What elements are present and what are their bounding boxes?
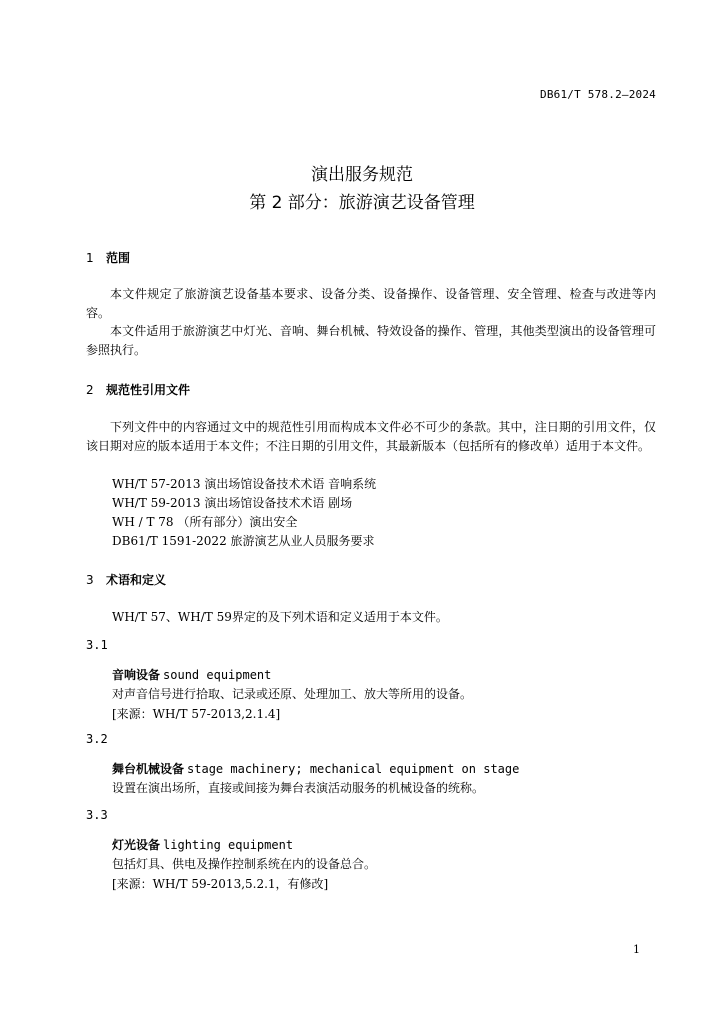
section-number: 1: [86, 251, 94, 265]
term-source: [来源：WH/T 59-2013,5.2.1，有修改]: [112, 877, 329, 891]
paragraph: 下列文件中的内容通过文中的规范性引用而构成本文件必不可少的条款。其中，注日期的引用文件，仅该日期对应的版本适用于本文件；不注日期的引用文件，其最新版本（包括所有的修改单）适用于本文件。: [86, 420, 656, 453]
section-heading-terms-definitions: [86, 571, 166, 588]
term-source: [来源：WH/T 57-2013,2.1.4]: [112, 707, 281, 721]
term-number: 3.2: [86, 732, 108, 746]
term-heading: [112, 760, 519, 777]
term-number: 3.1: [86, 638, 108, 652]
paragraph: 本文件适用于旅游演艺中灯光、音响、舞台机械、特效设备的操作、管理，其他类型演出的设备管理可参照执行。: [86, 324, 656, 357]
section-heading-normative-references: [86, 381, 190, 398]
term-number: 3.3: [86, 808, 108, 822]
reference-item: WH/T 59-2013 演出场馆设备技术术语 剧场: [112, 496, 353, 510]
section-number: 3: [86, 573, 94, 587]
term-definition: 包括灯具、供电及操作控制系统在内的设备总合。: [112, 857, 377, 871]
term-heading: [112, 836, 293, 853]
paragraph: WH/T 57、WH/T 59界定的及下列术语和定义适用于本文件。: [112, 610, 448, 624]
paragraph: 本文件规定了旅游演艺设备基本要求、设备分类、设备操作、设备管理、安全管理、检查与改进等内容。: [86, 287, 656, 320]
term-chinese: 舞台机械设备: [112, 762, 185, 776]
page-number: 1: [633, 943, 640, 956]
reference-item: WH / T 78 （所有部分）演出安全: [112, 515, 298, 529]
term-english: lighting equipment: [163, 838, 294, 852]
section-title: 术语和定义: [106, 573, 167, 587]
section-title: 规范性引用文件: [106, 383, 191, 397]
term-english: sound equipment: [163, 668, 272, 682]
term-definition: 对声音信号进行拾取、记录或还原、处理加工、放大等所用的设备。: [112, 687, 473, 701]
reference-item: DB61/T 1591-2022 旅游演艺从业人员服务要求: [112, 534, 375, 548]
section-heading-scope: [86, 249, 130, 266]
section-title: 范围: [106, 251, 131, 265]
document-title: 演出服务规范: [311, 165, 413, 185]
term-definition: 设置在演出场所，直接或间接为舞台表演活动服务的机械设备的统称。: [112, 781, 485, 795]
term-chinese: 灯光设备: [112, 838, 161, 852]
document-subtitle: 第 2 部分：旅游演艺设备管理: [249, 193, 475, 213]
term-heading: [112, 666, 271, 683]
term-english: stage machinery; mechanical equipment on stage: [187, 762, 520, 776]
reference-item: WH/T 57-2013 演出场馆设备技术术语 音响系统: [112, 477, 377, 491]
section-number: 2: [86, 383, 94, 397]
term-chinese: 音响设备: [112, 668, 161, 682]
document-number: DB61/T 578.2—2024: [540, 88, 656, 101]
